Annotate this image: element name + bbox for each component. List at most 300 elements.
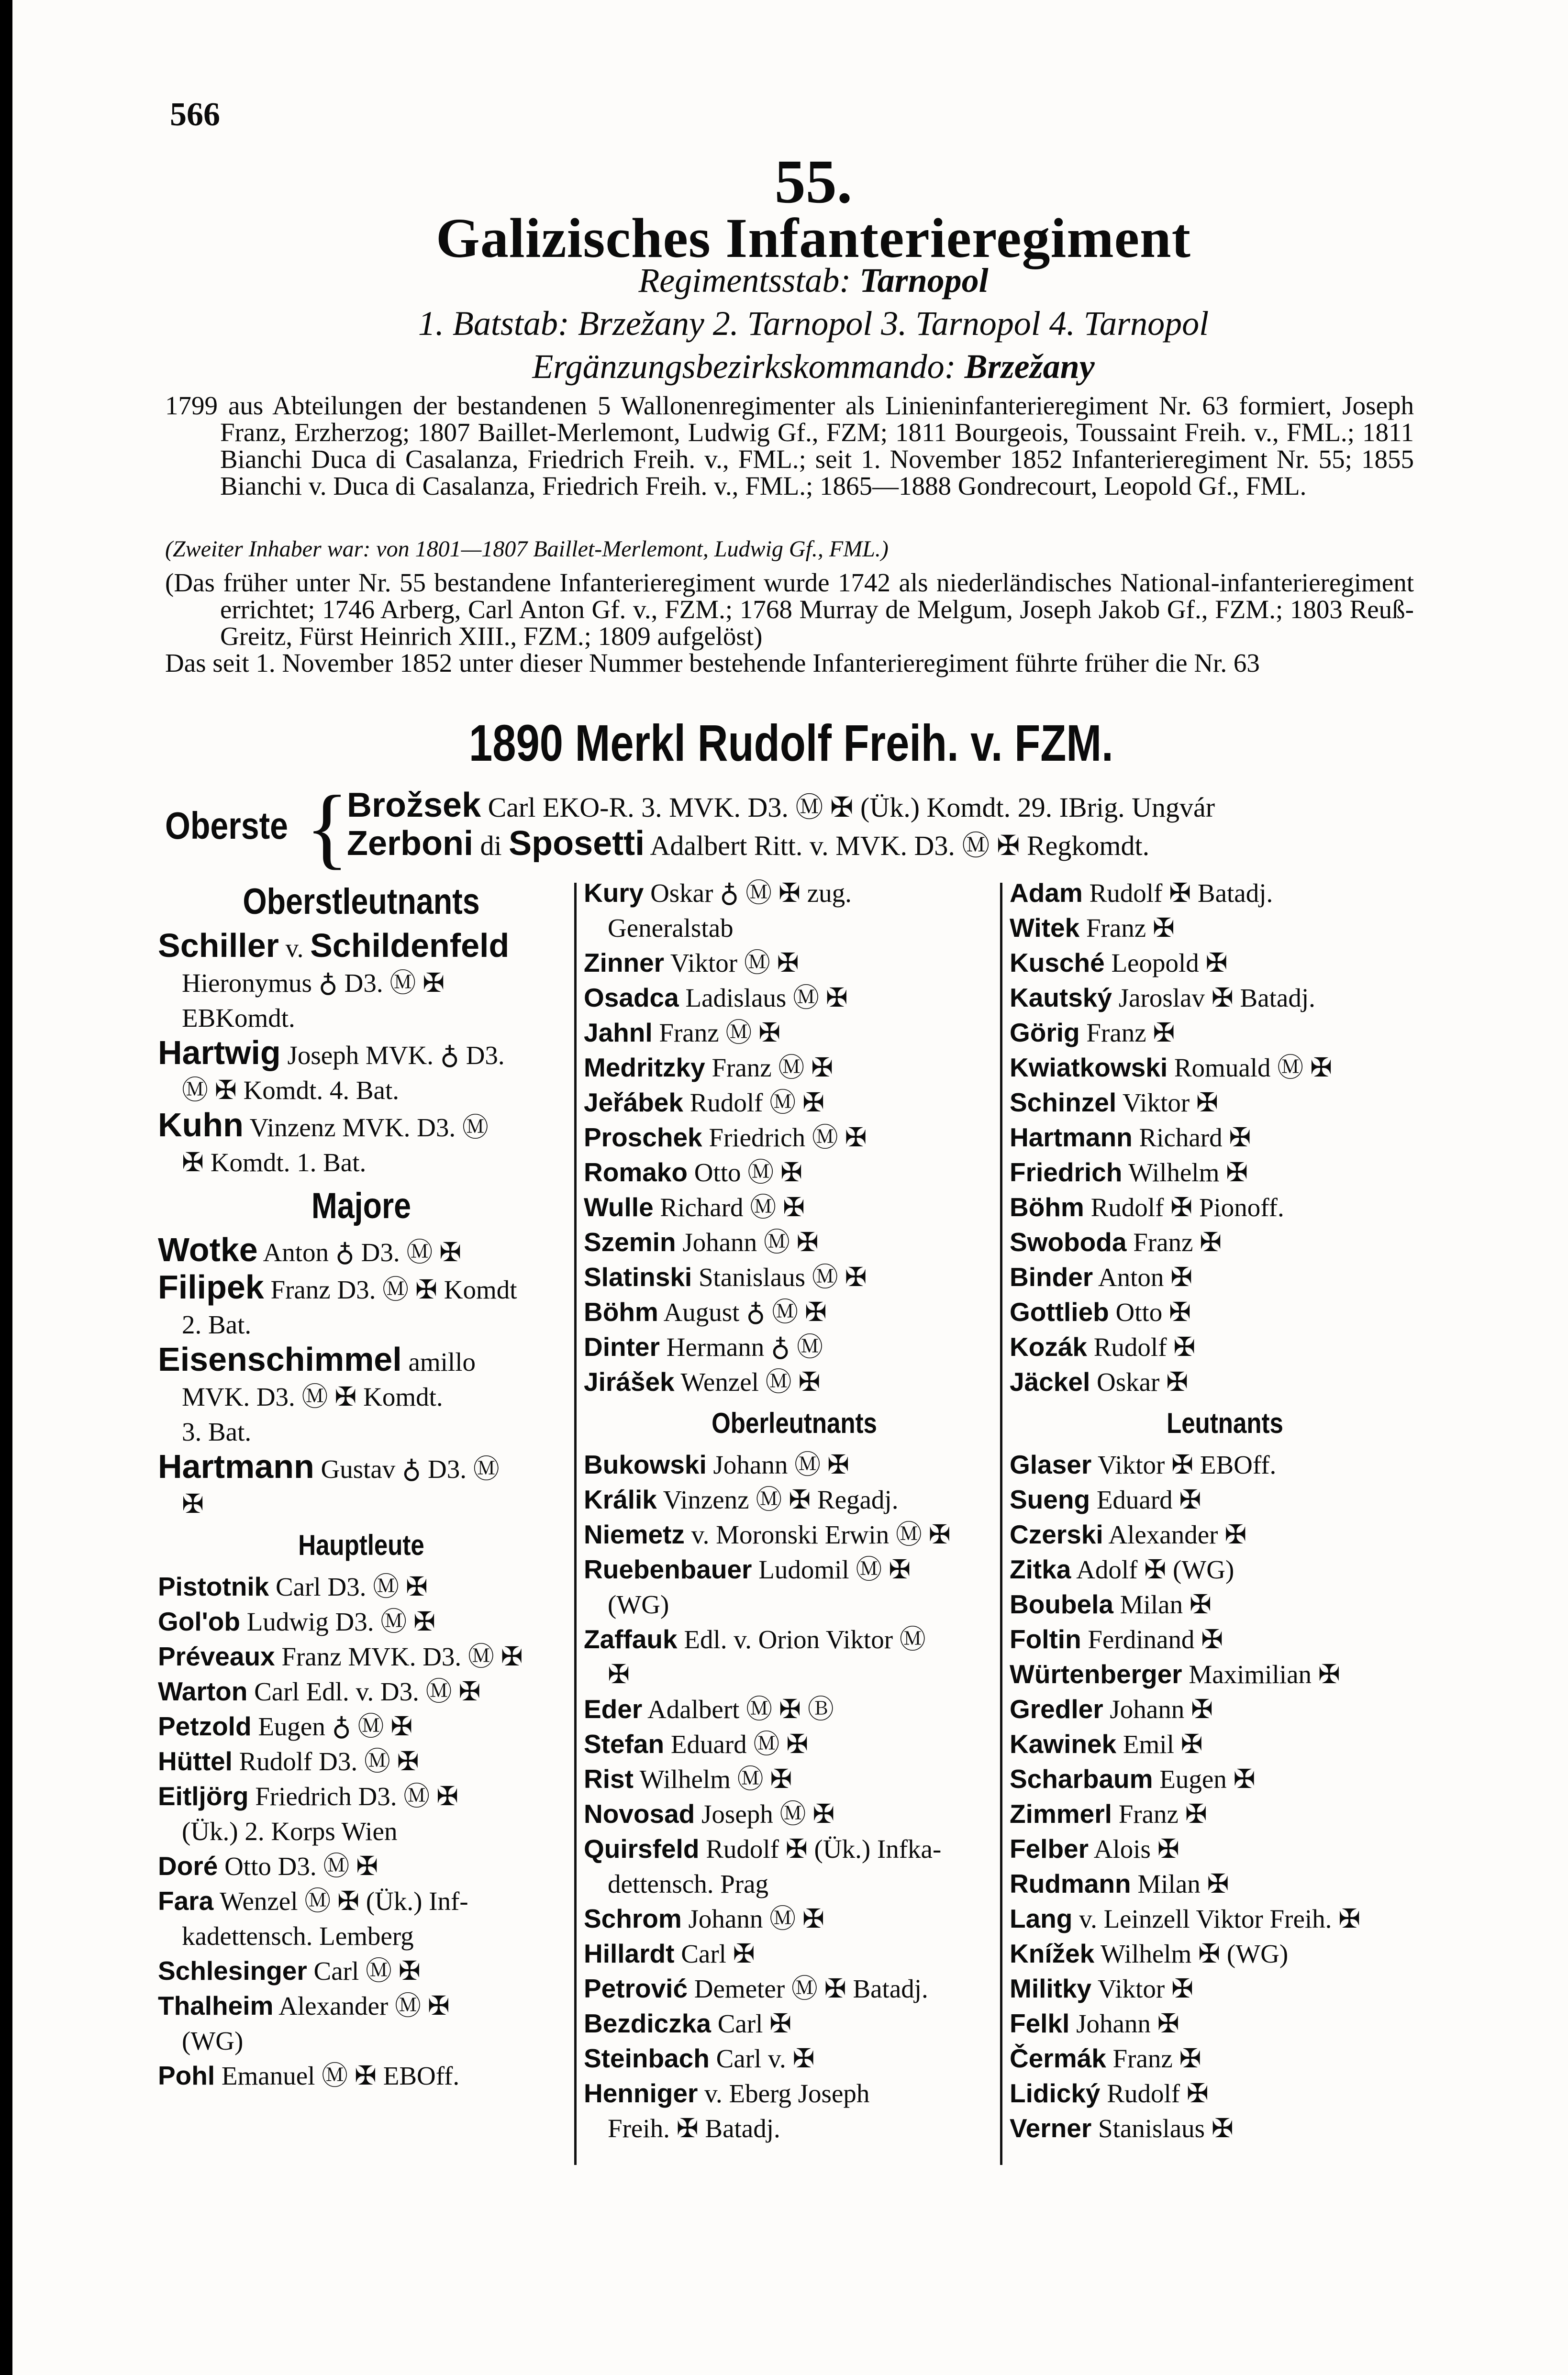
officer-details: Ferdinand ✠ xyxy=(1088,1625,1223,1654)
leutnants-list xyxy=(1010,1447,1440,2146)
officer-details: Jaroslav ✠ Batadj. xyxy=(1118,983,1315,1012)
list-item xyxy=(584,1120,1005,1155)
list-item xyxy=(1010,1762,1440,1797)
list-item xyxy=(584,1762,1005,1797)
list-item xyxy=(1010,1330,1440,1365)
list-item xyxy=(158,1674,565,1709)
officer-name: Steinbach xyxy=(584,2043,710,2073)
history-block xyxy=(165,392,1414,499)
officer-details: Emil ✠ xyxy=(1123,1730,1203,1759)
list-item xyxy=(584,1085,1005,1120)
list-item xyxy=(1010,910,1440,945)
list-item xyxy=(1010,2111,1440,2146)
list-item-continuation xyxy=(584,1866,1005,1901)
list-item xyxy=(158,2058,565,2093)
list-item xyxy=(584,876,1005,910)
officer-details: Carl ✠ xyxy=(681,1939,755,1968)
list-item xyxy=(158,1709,565,1744)
list-item xyxy=(158,1108,565,1145)
officer-details: Carl ✠ xyxy=(717,2009,792,2038)
list-item xyxy=(1010,1797,1440,1831)
officer-details: Franz MVK. D3. Ⓜ ✠ xyxy=(281,1642,523,1671)
officer-name: Filipek xyxy=(158,1268,264,1306)
list-item xyxy=(584,1692,1005,1727)
officer-name: Boubela xyxy=(1010,1589,1113,1619)
officer-name: Petzold xyxy=(158,1711,252,1741)
officer-details: Franz ✠ xyxy=(1133,1228,1222,1257)
officer-details: amillo xyxy=(408,1347,476,1376)
officer-details: Gustav ♁ D3. Ⓜ xyxy=(321,1454,500,1484)
officer-details: Freih. ✠ Batadj. xyxy=(608,2114,780,2143)
officer-name: Adam xyxy=(1010,878,1083,908)
officer-name: Niemetz xyxy=(584,1520,685,1549)
list-item xyxy=(1010,1155,1440,1190)
regiment-number: 55. xyxy=(774,147,853,216)
officer-details: Carl Ⓜ ✠ xyxy=(313,1956,421,1986)
officer-name: Warton xyxy=(158,1676,248,1706)
list-item xyxy=(1010,1015,1440,1050)
list-item xyxy=(158,1744,565,1779)
list-item xyxy=(584,1190,1005,1225)
officer-name: Ruebenbauer xyxy=(584,1554,752,1584)
officer-details: Carl EKO-R. 3. MVK. D3. Ⓜ ✠ (Ük.) Komdt. 29. IBrig. Ungvár xyxy=(488,792,1215,823)
list-item xyxy=(584,1831,1005,1866)
oberst-entry xyxy=(347,785,1215,825)
district-place: Brzežany xyxy=(964,347,1095,386)
list-item xyxy=(1010,1971,1440,2006)
list-item xyxy=(1010,1482,1440,1517)
officer-details: Richard Ⓜ ✠ xyxy=(660,1193,805,1222)
officer-name: Würtenberger xyxy=(1010,1659,1182,1689)
officer-details: Vinzenz Ⓜ ✠ Regadj. xyxy=(663,1485,899,1514)
officer-name: Zimmerl xyxy=(1010,1799,1112,1829)
list-item xyxy=(584,1971,1005,2006)
officer-name: Kwiatkowski xyxy=(1010,1053,1168,1082)
officer-particle: di xyxy=(480,830,502,861)
list-item xyxy=(158,1604,565,1639)
officer-name: Henniger xyxy=(584,2078,698,2108)
recruiting-district xyxy=(144,347,1483,387)
officer-details: Carl D3. Ⓜ ✠ xyxy=(276,1572,428,1601)
list-item xyxy=(584,1295,1005,1330)
officer-name: Doré xyxy=(158,1851,218,1881)
officer-details: Anton ♁ D3. Ⓜ ✠ xyxy=(263,1238,462,1267)
list-item-continuation: EBKomdt. xyxy=(182,1003,295,1032)
officer-details: Franz Ⓜ ✠ xyxy=(659,1018,781,1047)
list-item-continuation xyxy=(158,1919,565,1953)
list-item xyxy=(1010,1260,1440,1295)
officer-details: Generalstab xyxy=(608,913,734,943)
officer-name: Hüttel xyxy=(158,1746,233,1776)
officer-name: Lang xyxy=(1010,1904,1073,1933)
officer-name: Czerski xyxy=(1010,1520,1103,1549)
officer-details: Johann ✠ xyxy=(1110,1695,1213,1724)
list-item xyxy=(1010,1866,1440,1901)
officer-details: Stanislaus ✠ xyxy=(1098,2114,1234,2143)
officer-name: Szemin xyxy=(584,1227,676,1257)
officer-details: v. Leinzell Viktor Freih. ✠ xyxy=(1079,1904,1361,1933)
list-item xyxy=(584,2076,1005,2111)
list-item xyxy=(158,1569,565,1604)
officer-details: (WG) xyxy=(608,1590,669,1619)
list-item-continuation: ✠ xyxy=(182,1489,204,1519)
officer-details: Eugen ✠ xyxy=(1159,1765,1256,1794)
officer-details: Milan ✠ xyxy=(1120,1590,1212,1619)
officer-name: Kusché xyxy=(1010,948,1105,977)
list-item xyxy=(158,1953,565,1988)
officer-name: Gol'ob xyxy=(158,1607,240,1636)
list-item xyxy=(584,1727,1005,1762)
officer-details: Alois ✠ xyxy=(1093,1834,1179,1864)
officer-name: Jeřábek xyxy=(584,1088,683,1117)
list-item xyxy=(158,1779,565,1814)
officer-name: Schlesinger xyxy=(158,1956,307,1986)
list-item xyxy=(1010,876,1440,910)
officer-name: Schiller xyxy=(158,927,279,964)
column-3-list xyxy=(1010,876,1440,1399)
officer-name: Romako xyxy=(584,1157,688,1187)
officer-name-2: Schildenfeld xyxy=(310,927,510,964)
officer-name: Jahnl xyxy=(584,1018,653,1047)
list-item xyxy=(1010,1587,1440,1622)
officer-details: Vinzenz MVK. D3. Ⓜ xyxy=(249,1113,489,1142)
officer-name: Rist xyxy=(584,1764,634,1794)
officer-name-2: Sposetti xyxy=(509,824,645,863)
officer-details: Franz ✠ xyxy=(1112,2044,1201,2073)
officer-name: Pistotnik xyxy=(158,1572,269,1601)
list-item-continuation xyxy=(584,1587,1005,1622)
officer-details: Stanislaus Ⓜ ✠ xyxy=(698,1263,867,1292)
officer-details: Otto ✠ xyxy=(1115,1298,1191,1327)
list-item xyxy=(584,1155,1005,1190)
officer-details: Ludwig D3. Ⓜ ✠ xyxy=(246,1607,436,1636)
officer-details: Viktor ✠ EBOff. xyxy=(1098,1450,1277,1479)
officer-name: Zaffauk xyxy=(584,1624,678,1654)
officer-details: Rudolf ✠ xyxy=(1093,1332,1196,1362)
officer-details: Edl. v. Orion Viktor Ⓜ xyxy=(684,1625,926,1654)
officer-details: ✠ xyxy=(608,1660,630,1689)
list-item xyxy=(1010,1622,1440,1657)
list-item xyxy=(1010,1447,1440,1482)
officer-details: Leopold ✠ xyxy=(1111,948,1228,977)
officer-details: dettensch. Prag xyxy=(608,1869,769,1898)
officer-name: Préveaux xyxy=(158,1642,275,1671)
officer-details: Wenzel Ⓜ ✠ xyxy=(680,1367,821,1397)
staff-place: Tarnopol xyxy=(859,261,989,300)
list-item xyxy=(1010,1831,1440,1866)
regiment-owner: 1890 Merkl Rudolf Freih. v. FZM. xyxy=(469,714,1113,772)
officer-details: Adalbert Ⓜ ✠ Ⓑ xyxy=(647,1695,834,1724)
officer-details: Rudolf ✠ Batadj. xyxy=(1089,878,1273,908)
officer-name: Verner xyxy=(1010,2113,1092,2143)
list-item xyxy=(1010,1692,1440,1727)
column-rule xyxy=(574,883,577,2165)
officer-name: Friedrich xyxy=(1010,1157,1123,1187)
list-item xyxy=(584,1330,1005,1365)
list-item-continuation: MVK. D3. Ⓜ ✠ Komdt. xyxy=(182,1382,443,1411)
officer-details: Alexander Ⓜ ✠ xyxy=(278,1991,450,2020)
officer-name: Zinner xyxy=(584,948,665,977)
officer-details: Johann Ⓜ ✠ xyxy=(713,1450,849,1479)
officer-name: Knížek xyxy=(1010,1939,1095,1968)
officer-name: Wulle xyxy=(584,1192,654,1222)
officer-name: Glaser xyxy=(1010,1450,1092,1479)
officer-name: Witek xyxy=(1010,913,1080,943)
officer-name: Jirášek xyxy=(584,1367,675,1397)
officer-details: Maximilian ✠ xyxy=(1189,1660,1340,1689)
officer-name: Zitka xyxy=(1010,1554,1071,1584)
officer-name: Novosad xyxy=(584,1799,695,1829)
officer-details: Joseph MVK. ♁ D3. xyxy=(287,1041,505,1070)
list-item xyxy=(584,1260,1005,1295)
officer-details: Franz ✠ xyxy=(1086,913,1175,943)
list-item-continuation xyxy=(584,2111,1005,2146)
list-item xyxy=(584,1517,1005,1552)
list-item xyxy=(158,1232,565,1270)
list-item xyxy=(158,1988,565,2023)
list-item-continuation xyxy=(158,1814,565,1849)
list-item xyxy=(1010,1901,1440,1936)
officer-details: Wenzel Ⓜ ✠ (Ük.) Inf- xyxy=(219,1887,468,1916)
oberst-entry xyxy=(347,823,1149,863)
officer-name: Felber xyxy=(1010,1834,1089,1864)
officer-name: Dinter xyxy=(584,1332,660,1362)
officer-details: Adolf ✠ (WG) xyxy=(1076,1555,1234,1584)
list-item xyxy=(584,980,1005,1015)
officer-details: Rudolf ✠ Pionoff. xyxy=(1090,1193,1284,1222)
officer-name: Gottlieb xyxy=(1010,1297,1109,1327)
officer-details: Oskar ♁ Ⓜ ✠ zug. xyxy=(650,878,852,908)
officer-details: Viktor ✠ xyxy=(1097,1974,1194,2003)
list-item xyxy=(584,2006,1005,2041)
officer-details: Ladislaus Ⓜ ✠ xyxy=(685,983,848,1012)
list-item xyxy=(584,2041,1005,2076)
earlier-regiment-note xyxy=(165,569,1414,677)
officer-name: Slatinski xyxy=(584,1262,692,1292)
list-item xyxy=(584,1936,1005,1971)
officer-details: Carl v. ✠ xyxy=(716,2044,815,2073)
officer-name: Schrom xyxy=(584,1904,682,1933)
officer-name: Jäckel xyxy=(1010,1367,1090,1397)
officer-details: Rudolf ✠ xyxy=(1107,2079,1209,2108)
scan-edge xyxy=(0,0,12,2375)
page-number: 566 xyxy=(170,96,220,133)
list-item xyxy=(1010,1295,1440,1330)
column-3 xyxy=(1010,876,1440,2146)
officer-name: Kury xyxy=(584,878,644,908)
list-item xyxy=(158,1449,565,1487)
officer-details: (WG) xyxy=(182,2026,244,2055)
section-heading-majore: Majore xyxy=(311,1186,411,1226)
officer-name: Scharbaum xyxy=(1010,1764,1153,1794)
officer-name: Böhm xyxy=(1010,1192,1084,1222)
hauptleute-list xyxy=(158,1569,565,2093)
list-item xyxy=(584,1901,1005,1936)
officer-details: Viktor ✠ xyxy=(1122,1088,1219,1117)
list-item xyxy=(584,1447,1005,1482)
list-item xyxy=(158,1884,565,1919)
list-item xyxy=(1010,1657,1440,1692)
officer-details: Eduard Ⓜ ✠ xyxy=(670,1730,809,1759)
list-item-continuation: 2. Bat. xyxy=(182,1310,252,1339)
officer-name: Hartmann xyxy=(1010,1122,1133,1152)
section-heading-oberleutnants: Oberleutnants xyxy=(712,1407,877,1439)
officer-name: Kuhn xyxy=(158,1106,244,1143)
officer-name: Wotke xyxy=(158,1231,258,1268)
list-item xyxy=(584,1015,1005,1050)
oberleutnants-list xyxy=(584,1447,1005,2146)
history-paragraph-2: (Zweiter Inhaber war: von 1801—1807 Baillet-Merlemont, Ludwig Gf., FML.) xyxy=(165,536,889,562)
officer-details: Franz D3. Ⓜ ✠ Komdt xyxy=(270,1275,517,1304)
officer-details: Eduard ✠ xyxy=(1096,1485,1201,1514)
officer-name: Kautský xyxy=(1010,983,1112,1012)
officer-details: (Ük.) 2. Korps Wien xyxy=(182,1817,398,1846)
officer-details: Ludomil Ⓜ ✠ xyxy=(758,1555,911,1584)
officer-details: Joseph Ⓜ ✠ xyxy=(701,1799,835,1829)
list-item xyxy=(1010,1727,1440,1762)
officer-name: Foltin xyxy=(1010,1624,1081,1654)
officer-name: Eder xyxy=(584,1694,643,1724)
list-item xyxy=(584,945,1005,980)
section-heading-hauptleute: Hauptleute xyxy=(298,1529,424,1561)
officer-details: Romuald Ⓜ ✠ xyxy=(1174,1053,1333,1082)
list-item xyxy=(1010,1050,1440,1085)
list-item-continuation: ✠ Komdt. 1. Bat. xyxy=(182,1148,367,1177)
column-2-list xyxy=(584,876,1005,1399)
officer-details: Otto Ⓜ ✠ xyxy=(694,1158,803,1187)
list-item-continuation: Hieronymus ♁ D3. Ⓜ ✠ xyxy=(182,968,445,998)
officer-details: v. Eberg Joseph xyxy=(704,2079,870,2108)
officer-details: Johann ✠ xyxy=(1076,2009,1179,2038)
officer-details: Friedrich D3. Ⓜ ✠ xyxy=(255,1782,459,1811)
officer-name: Fara xyxy=(158,1886,214,1916)
oberste-label: Oberste xyxy=(165,804,288,847)
officer-details: Alexander ✠ xyxy=(1108,1520,1247,1549)
regiment-staff xyxy=(144,261,1483,300)
list-item xyxy=(1010,1517,1440,1552)
list-item xyxy=(1010,1225,1440,1260)
list-item xyxy=(1010,1085,1440,1120)
officer-details: Franz ✠ xyxy=(1118,1799,1207,1829)
officer-name: Böhm xyxy=(584,1297,658,1327)
list-item xyxy=(158,1342,565,1379)
list-item xyxy=(584,1552,1005,1587)
officer-details: Anton ✠ xyxy=(1098,1263,1193,1292)
officer-details: Otto D3. Ⓜ ✠ xyxy=(224,1852,378,1881)
list-item xyxy=(158,1035,565,1073)
officer-name: Proschek xyxy=(584,1122,702,1152)
list-item xyxy=(1010,945,1440,980)
officer-details: Oskar ✠ xyxy=(1096,1367,1189,1397)
officer-name: Binder xyxy=(1010,1262,1093,1292)
list-item-continuation xyxy=(158,2023,565,2058)
staff-label: Regimentsstab: xyxy=(638,261,851,300)
officer-details: Hermann ♁ Ⓜ xyxy=(666,1332,823,1362)
officer-details: Emanuel Ⓜ ✠ EBOff. xyxy=(221,2061,460,2090)
officer-name: Králik xyxy=(584,1485,657,1514)
list-item xyxy=(1010,1365,1440,1399)
officer-name: Čermák xyxy=(1010,2043,1106,2073)
list-item xyxy=(1010,1936,1440,1971)
history-paragraph-3: (Das früher unter Nr. 55 bestandene Infanterieregiment wurde 1742 als niederländisches National-infanterieregiment errichtet; 1746 Arberg, Carl Anton Gf. v., FZM.; 1768 Murray de Melgum, Joseph Jakob Gf., FZM.; 1803 Reuß-Greitz, Fürst Heinrich XIII., FZM.; 1809 aufgelöst) xyxy=(165,568,1414,651)
column-2 xyxy=(584,876,1005,2146)
officer-name: Hartmann xyxy=(158,1448,314,1485)
history-paragraph-4: Das seit 1. November 1852 unter dieser Nummer bestehende Infanterieregiment führte früher die Nr. 63 xyxy=(165,648,1260,677)
officer-details: Franz ✠ xyxy=(1086,1018,1175,1047)
officer-particle: v. xyxy=(285,933,304,963)
officer-details: Carl Edl. v. D3. Ⓜ ✠ xyxy=(254,1677,481,1706)
officer-name: Pohl xyxy=(158,2061,215,2090)
officer-details: Demeter Ⓜ ✠ Batadj. xyxy=(694,1974,928,2003)
officer-name: Felkl xyxy=(1010,2009,1070,2038)
officer-details: Wilhelm Ⓜ ✠ xyxy=(639,1765,792,1794)
district-label: Ergänzungsbezirkskommando: xyxy=(532,347,956,386)
list-item xyxy=(584,1482,1005,1517)
officer-name: Rudmann xyxy=(1010,1869,1131,1898)
officer-name: Lidický xyxy=(1010,2078,1101,2108)
list-item xyxy=(1010,2006,1440,2041)
officer-name: Gredler xyxy=(1010,1694,1103,1724)
officer-details: Johann Ⓜ ✠ xyxy=(682,1228,819,1257)
list-item-continuation xyxy=(584,1657,1005,1692)
officer-name: Bezdiczka xyxy=(584,2009,711,2038)
list-item xyxy=(158,1639,565,1674)
list-item-continuation xyxy=(584,910,1005,945)
officer-details: v. Moronski Erwin Ⓜ ✠ xyxy=(691,1520,951,1549)
brace-symbol: { xyxy=(305,777,349,878)
officer-name: Quirsfeld xyxy=(584,1834,700,1864)
list-item-continuation: 3. Bat. xyxy=(182,1417,252,1446)
officer-details: Adalbert Ritt. v. MVK. D3. Ⓜ ✠ Regkomdt. xyxy=(650,830,1150,861)
officer-name: Eitljörg xyxy=(158,1781,249,1811)
list-item xyxy=(1010,980,1440,1015)
list-item xyxy=(1010,1552,1440,1587)
officer-name: Stefan xyxy=(584,1729,665,1759)
officer-name: Zerboni xyxy=(347,824,473,863)
officer-name: Swoboda xyxy=(1010,1227,1127,1257)
list-item xyxy=(584,1797,1005,1831)
list-item xyxy=(584,1365,1005,1399)
officer-name: Kawinek xyxy=(1010,1729,1117,1759)
officer-name: Sueng xyxy=(1010,1485,1090,1514)
officer-name: Petrović xyxy=(584,1974,688,2003)
officer-name: Bukowski xyxy=(584,1450,707,1479)
officer-details: Friedrich Ⓜ ✠ xyxy=(709,1123,867,1152)
officer-details: Johann Ⓜ ✠ xyxy=(688,1904,824,1933)
regiment-title: Galizisches Infanterieregiment xyxy=(436,207,1191,269)
list-item xyxy=(158,1270,565,1307)
history-paragraph-1: 1799 aus Abteilungen der bestandenen 5 Wallonenregimenter als Linieninfanterieregiment Nr. 63 formiert, Joseph Franz, Erzherzog; 1807 Baillet-Merlemont, Ludwig Gf., FZM; 1811 Bourgeois, Toussaint Freih. v., FML.; 1811 Bianchi Duca di Casalanza, Friedrich Freih. v., FML.; seit 1. November 1852 Infanterieregiment Nr. 55; 1855 Bianchi v. Duca di Casalanza, Friedrich Freih. v., FML.; 1865—1888 Gondrecourt, Leopold Gf., FML. xyxy=(165,391,1414,500)
list-item xyxy=(158,928,565,966)
officer-details: Viktor Ⓜ ✠ xyxy=(670,948,799,977)
list-item xyxy=(584,1622,1005,1657)
section-heading-leutnants: Leutnants xyxy=(1167,1407,1283,1439)
officer-name: Hartwig xyxy=(158,1034,281,1071)
officer-details: Eugen ♁ Ⓜ ✠ xyxy=(258,1712,413,1741)
list-item xyxy=(1010,1120,1440,1155)
officer-details: Rudolf ✠ (Ük.) Infka- xyxy=(706,1834,942,1864)
officer-details: Rudolf D3. Ⓜ ✠ xyxy=(239,1747,419,1776)
list-item xyxy=(1010,1190,1440,1225)
officer-name: Eisenschimmel xyxy=(158,1341,402,1378)
officer-details: Rudolf Ⓜ ✠ xyxy=(689,1088,825,1117)
second-owner-note xyxy=(165,536,1414,563)
list-item xyxy=(1010,2041,1440,2076)
section-heading-oberstleutnants: Oberstleutnants xyxy=(243,881,480,922)
officer-details: Milan ✠ xyxy=(1137,1869,1229,1898)
column-1 xyxy=(158,876,565,2093)
list-item xyxy=(158,1849,565,1884)
